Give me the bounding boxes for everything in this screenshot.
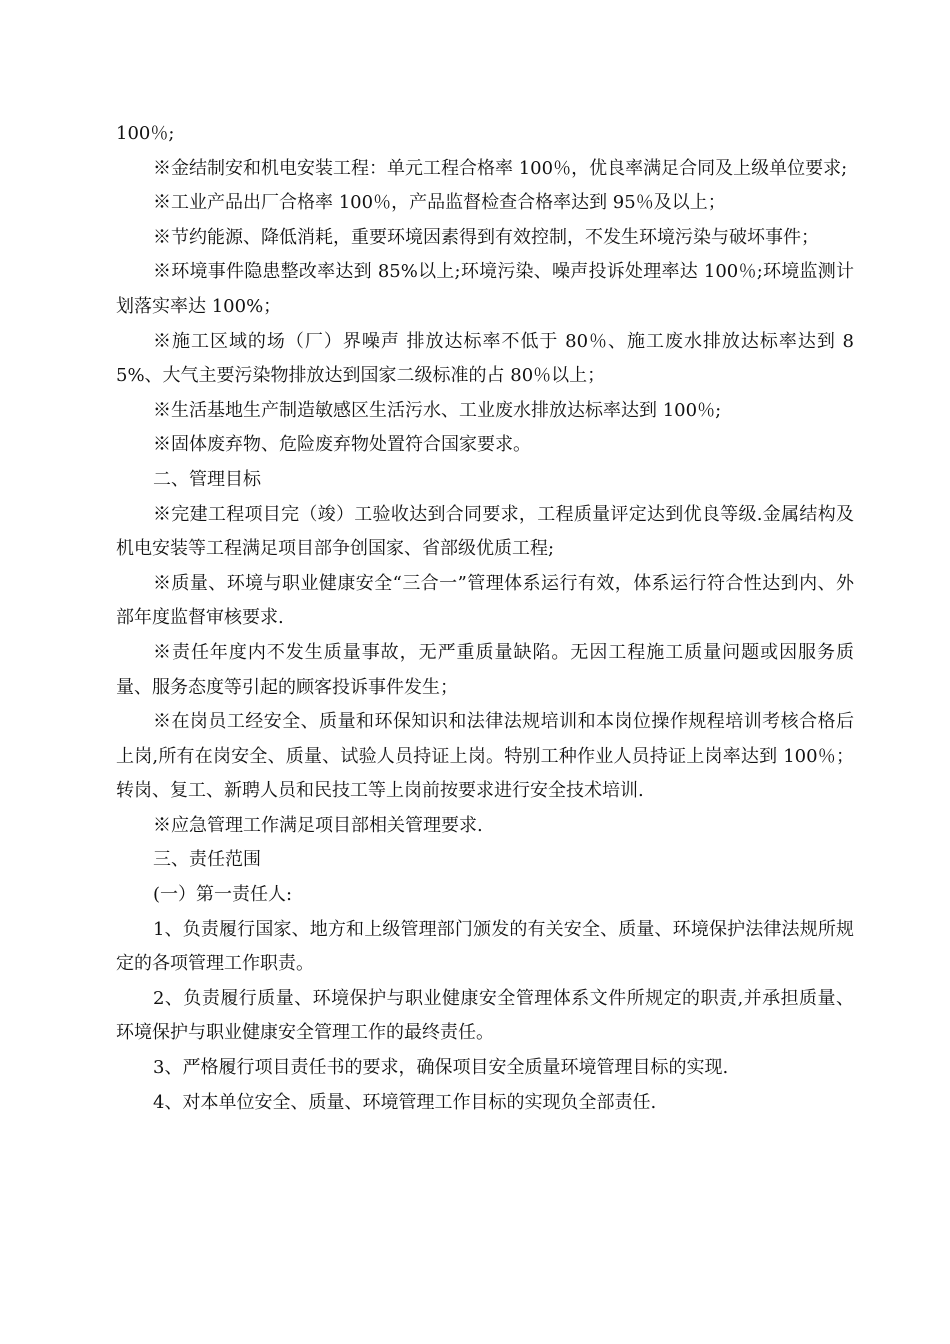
list-item-duty-1: 1、负责履行国家、地方和上级管理部门颁发的有关安全、质量、环境保护法律法规所规定的各项管理工作职责。: [116, 918, 854, 975]
paragraph-metal-structure-target: ※金结制安和机电安装工程：单元工程合格率 100％，优良率满足合同及上级单位要求;: [153, 157, 848, 179]
paragraph-energy-saving-target: ※节约能源、降低消耗，重要环境因素得到有效控制，不发生环境污染与破坏事件；: [153, 226, 819, 248]
list-item-duty-4: 4、对本单位安全、质量、环境管理工作目标的实现负全部责任.: [153, 1091, 657, 1113]
paragraph-industrial-product-target: ※工业产品出厂合格率 100％，产品监督检查合格率达到 95％及以上；: [153, 192, 726, 214]
subsection-heading-first-responsible-person: (一）第一责任人:: [153, 884, 293, 906]
paragraph-sewage-target: ※生活基地生产制造敏感区生活污水、工业废水排放达标率达到 100％;: [153, 399, 722, 421]
paragraph-solid-waste-target: ※固体废弃物、危险废弃物处置符合国家要求。: [153, 434, 531, 456]
document-body: [116, 117, 854, 1120]
paragraph-environment-hazard-target: ※环境事件隐患整改率达到 85%以上;环境污染、噪声投诉处理率达 100％;环境监测计划落实率达 100%；: [116, 261, 854, 317]
paragraph-management-system: ※质量、环境与职业健康安全“三合一”管理体系运行有效，体系运行符合性达到内、外部年度监督审核要求.: [116, 572, 854, 629]
paragraph-completion-acceptance: ※完建工程项目完（竣）工验收达到合同要求，工程质量评定达到优良等级.金属结构及机电安装等工程满足项目部争创国家、省部级优质工程;: [116, 503, 854, 560]
paragraph-noise-emission-target: ※施工区域的场（厂）界噪声 排放达标率不低于 80％、施工废水排放达标率达到 85%、大气主要污染物排放达到国家二级标准的占 80％以上；: [116, 330, 854, 387]
list-item-duty-2: 2、负责履行质量、环境保护与职业健康安全管理体系文件所规定的职责,并承担质量、环境保护与职业健康安全管理工作的最终责任。: [116, 987, 854, 1044]
paragraph-continuation: 100％;: [116, 123, 175, 144]
section-heading-responsibility-scope: 三、责任范围: [153, 849, 261, 871]
section-heading-management-goals: 二、管理目标: [153, 468, 261, 490]
list-item-duty-3: 3、严格履行项目责任书的要求，确保项目安全质量环境管理目标的实现.: [153, 1057, 729, 1079]
paragraph-staff-training: ※在岗员工经安全、质量和环保知识和法律法规培训和本岗位操作规程培训考核合格后上岗,所有在岗安全、质量、试验人员持证上岗。特别工种作业人员持证上岗率达到 100％；转岗、复工、新聘人员和民技工等上岗前按要求进行安全技术培训.: [116, 711, 854, 802]
paragraph-no-quality-accident: ※责任年度内不发生质量事故，无严重质量缺陷。无因工程施工质量问题或因服务质量、服务态度等引起的顾客投诉事件发生；: [116, 641, 854, 698]
paragraph-emergency-management: ※应急管理工作满足项目部相关管理要求.: [153, 814, 483, 836]
